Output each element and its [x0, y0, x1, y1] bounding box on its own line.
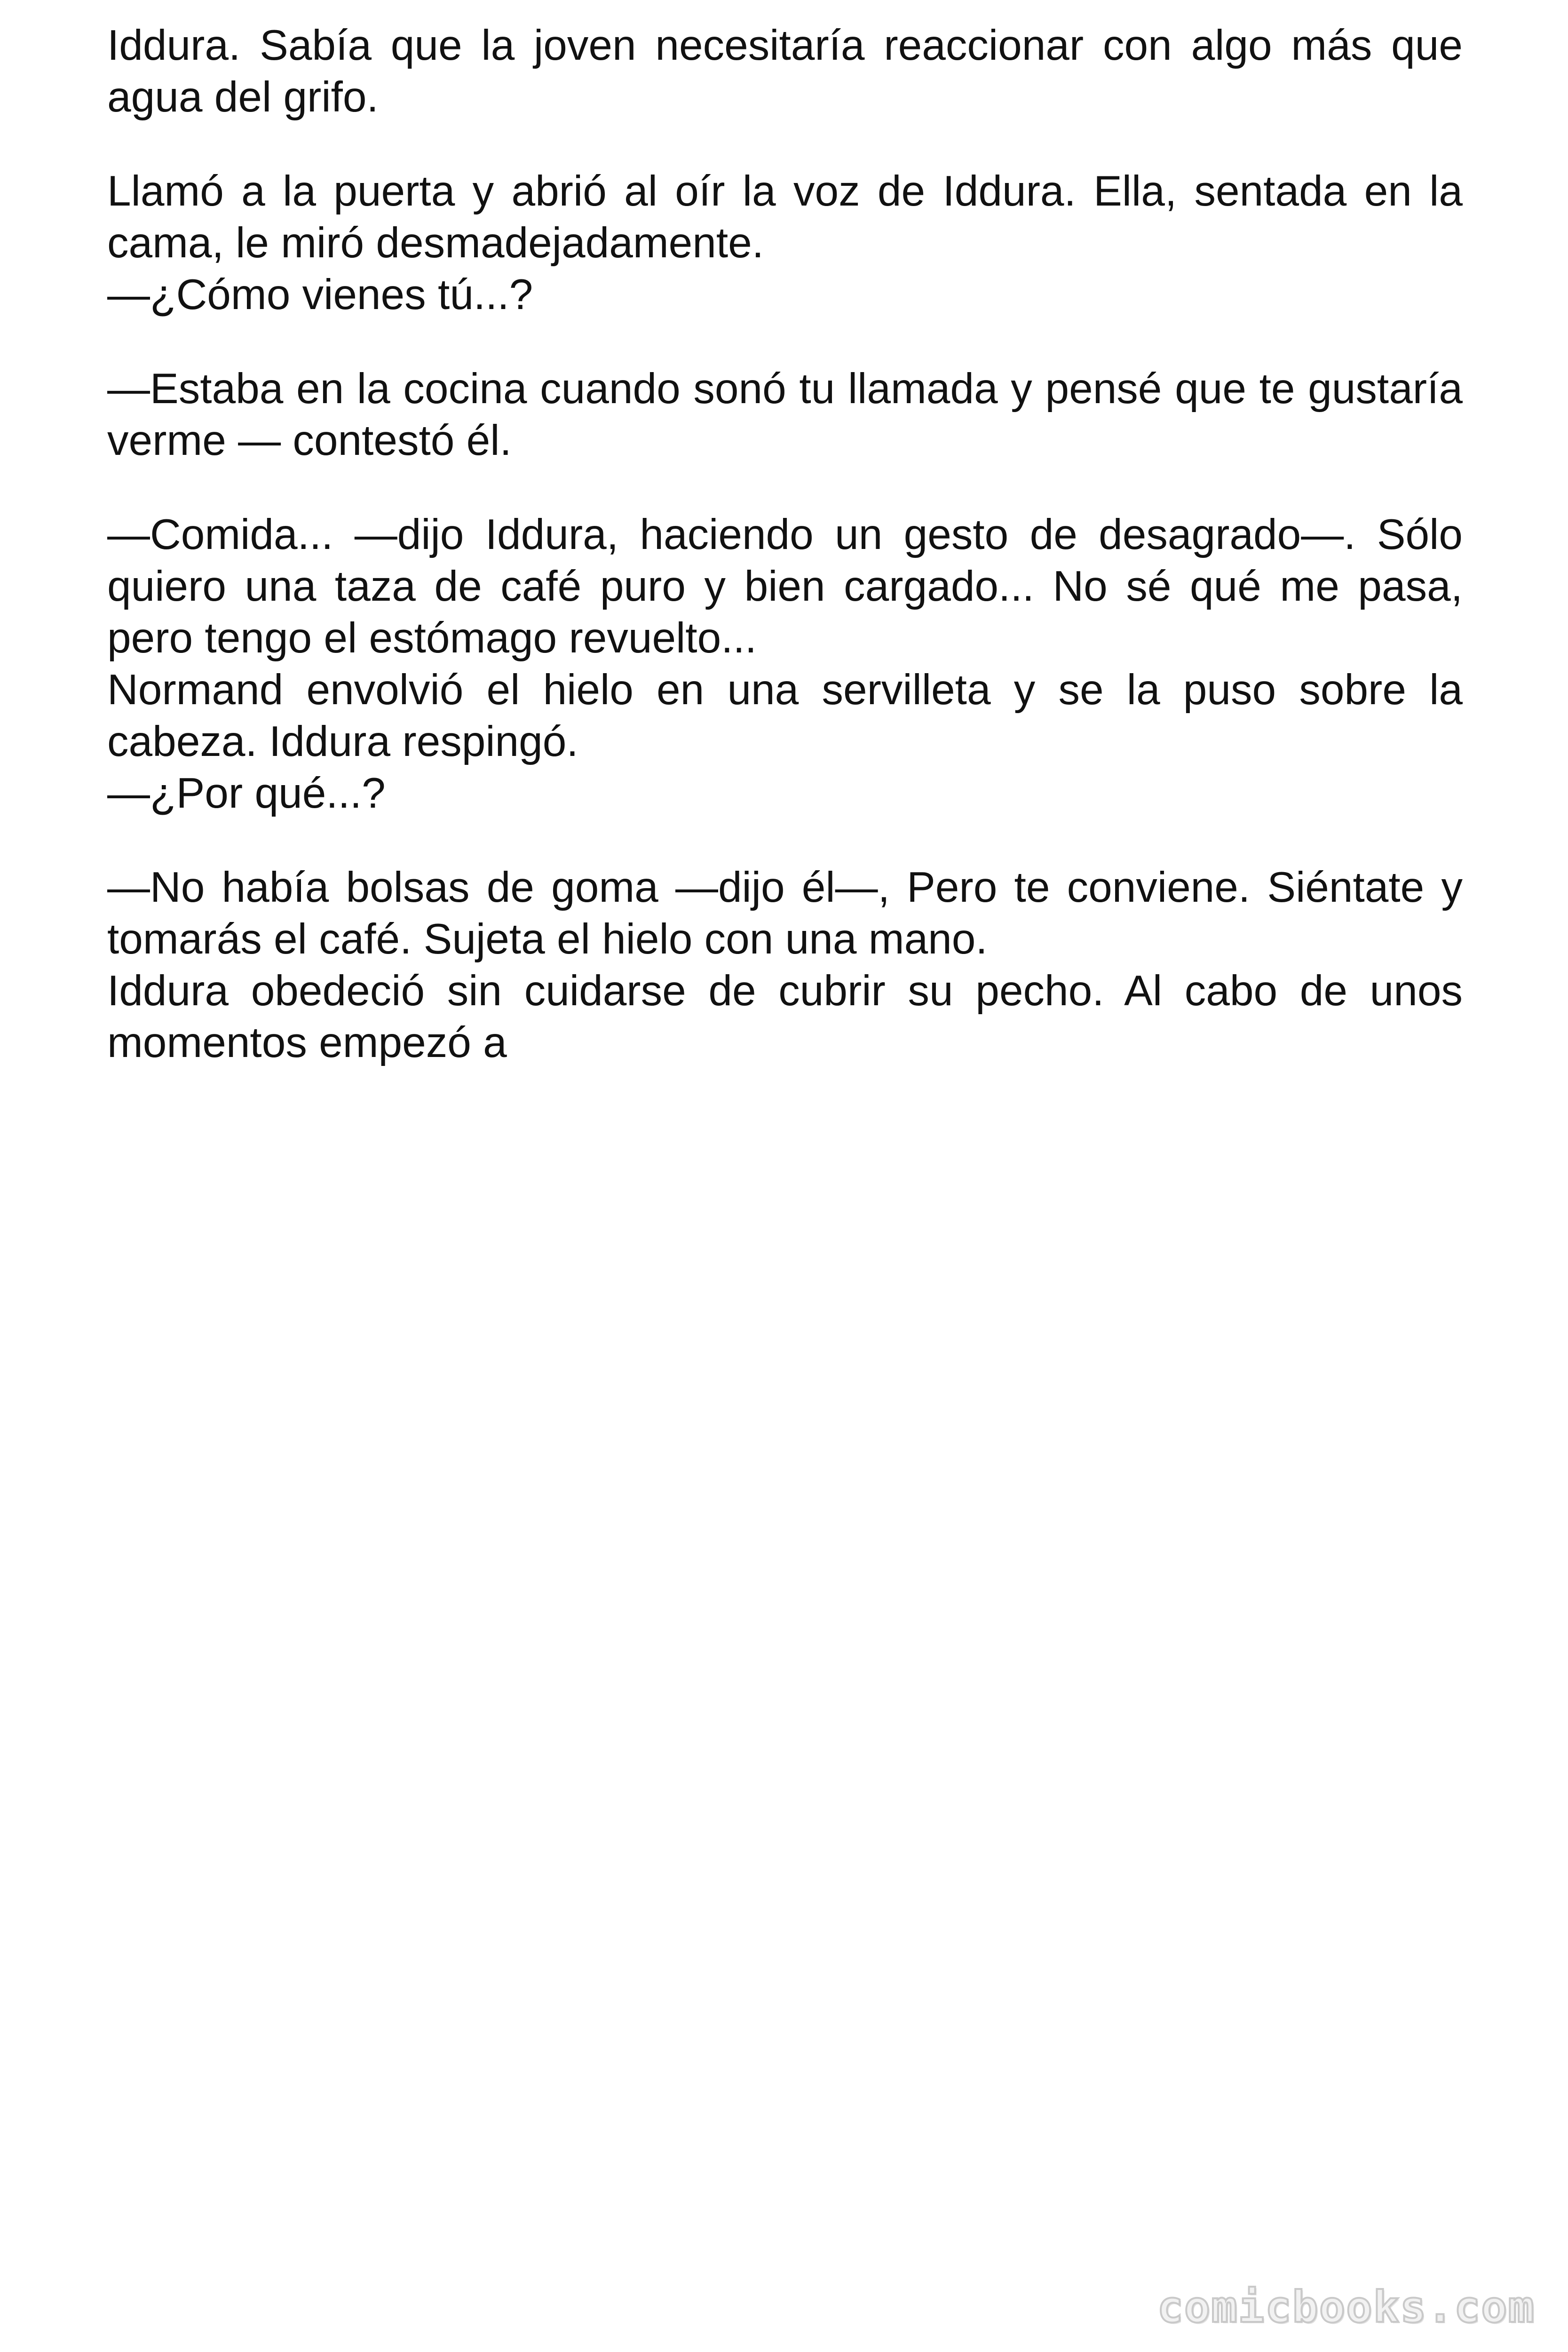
- watermark: comicbooks.com: [1157, 2282, 1535, 2332]
- paragraph-1: Iddura. Sabía que la joven necesitaría reaccionar con algo más que agua del grifo.: [107, 22, 1463, 121]
- paragraph-5: —Comida... —dijo Iddura, haciendo un gesto de desagrado—. Sólo quiero una taza de café puro y bien cargado... No sé qué me pasa, pero tengo el estómago revuelto...: [107, 511, 1463, 662]
- paragraph-7: —¿Por qué...?: [107, 770, 386, 817]
- paragraph-2: Llamó a la puerta y abrió al oír la voz de Iddura. Ella, sentada en la cama, le miró desmadejadamente.: [107, 167, 1463, 267]
- paragraph-4: —Estaba en la cocina cuando sonó tu llamada y pensé que te gustaría verme — contestó él.: [107, 365, 1463, 464]
- paragraph-9: Iddura obedeció sin cuidarse de cubrir su pecho. Al cabo de unos momentos empezó a: [107, 967, 1463, 1066]
- paragraph-3: —¿Cómo vienes tú...?: [107, 271, 533, 318]
- document-body: [107, 20, 1463, 1069]
- paragraph-6: Normand envolvió el hielo en una servilleta y se la puso sobre la cabeza. Iddura respingó.: [107, 666, 1463, 765]
- paragraph-8: —No había bolsas de goma —dijo él—, Pero te conviene. Siéntate y tomarás el café. Sujeta el hielo con una mano.: [107, 864, 1463, 963]
